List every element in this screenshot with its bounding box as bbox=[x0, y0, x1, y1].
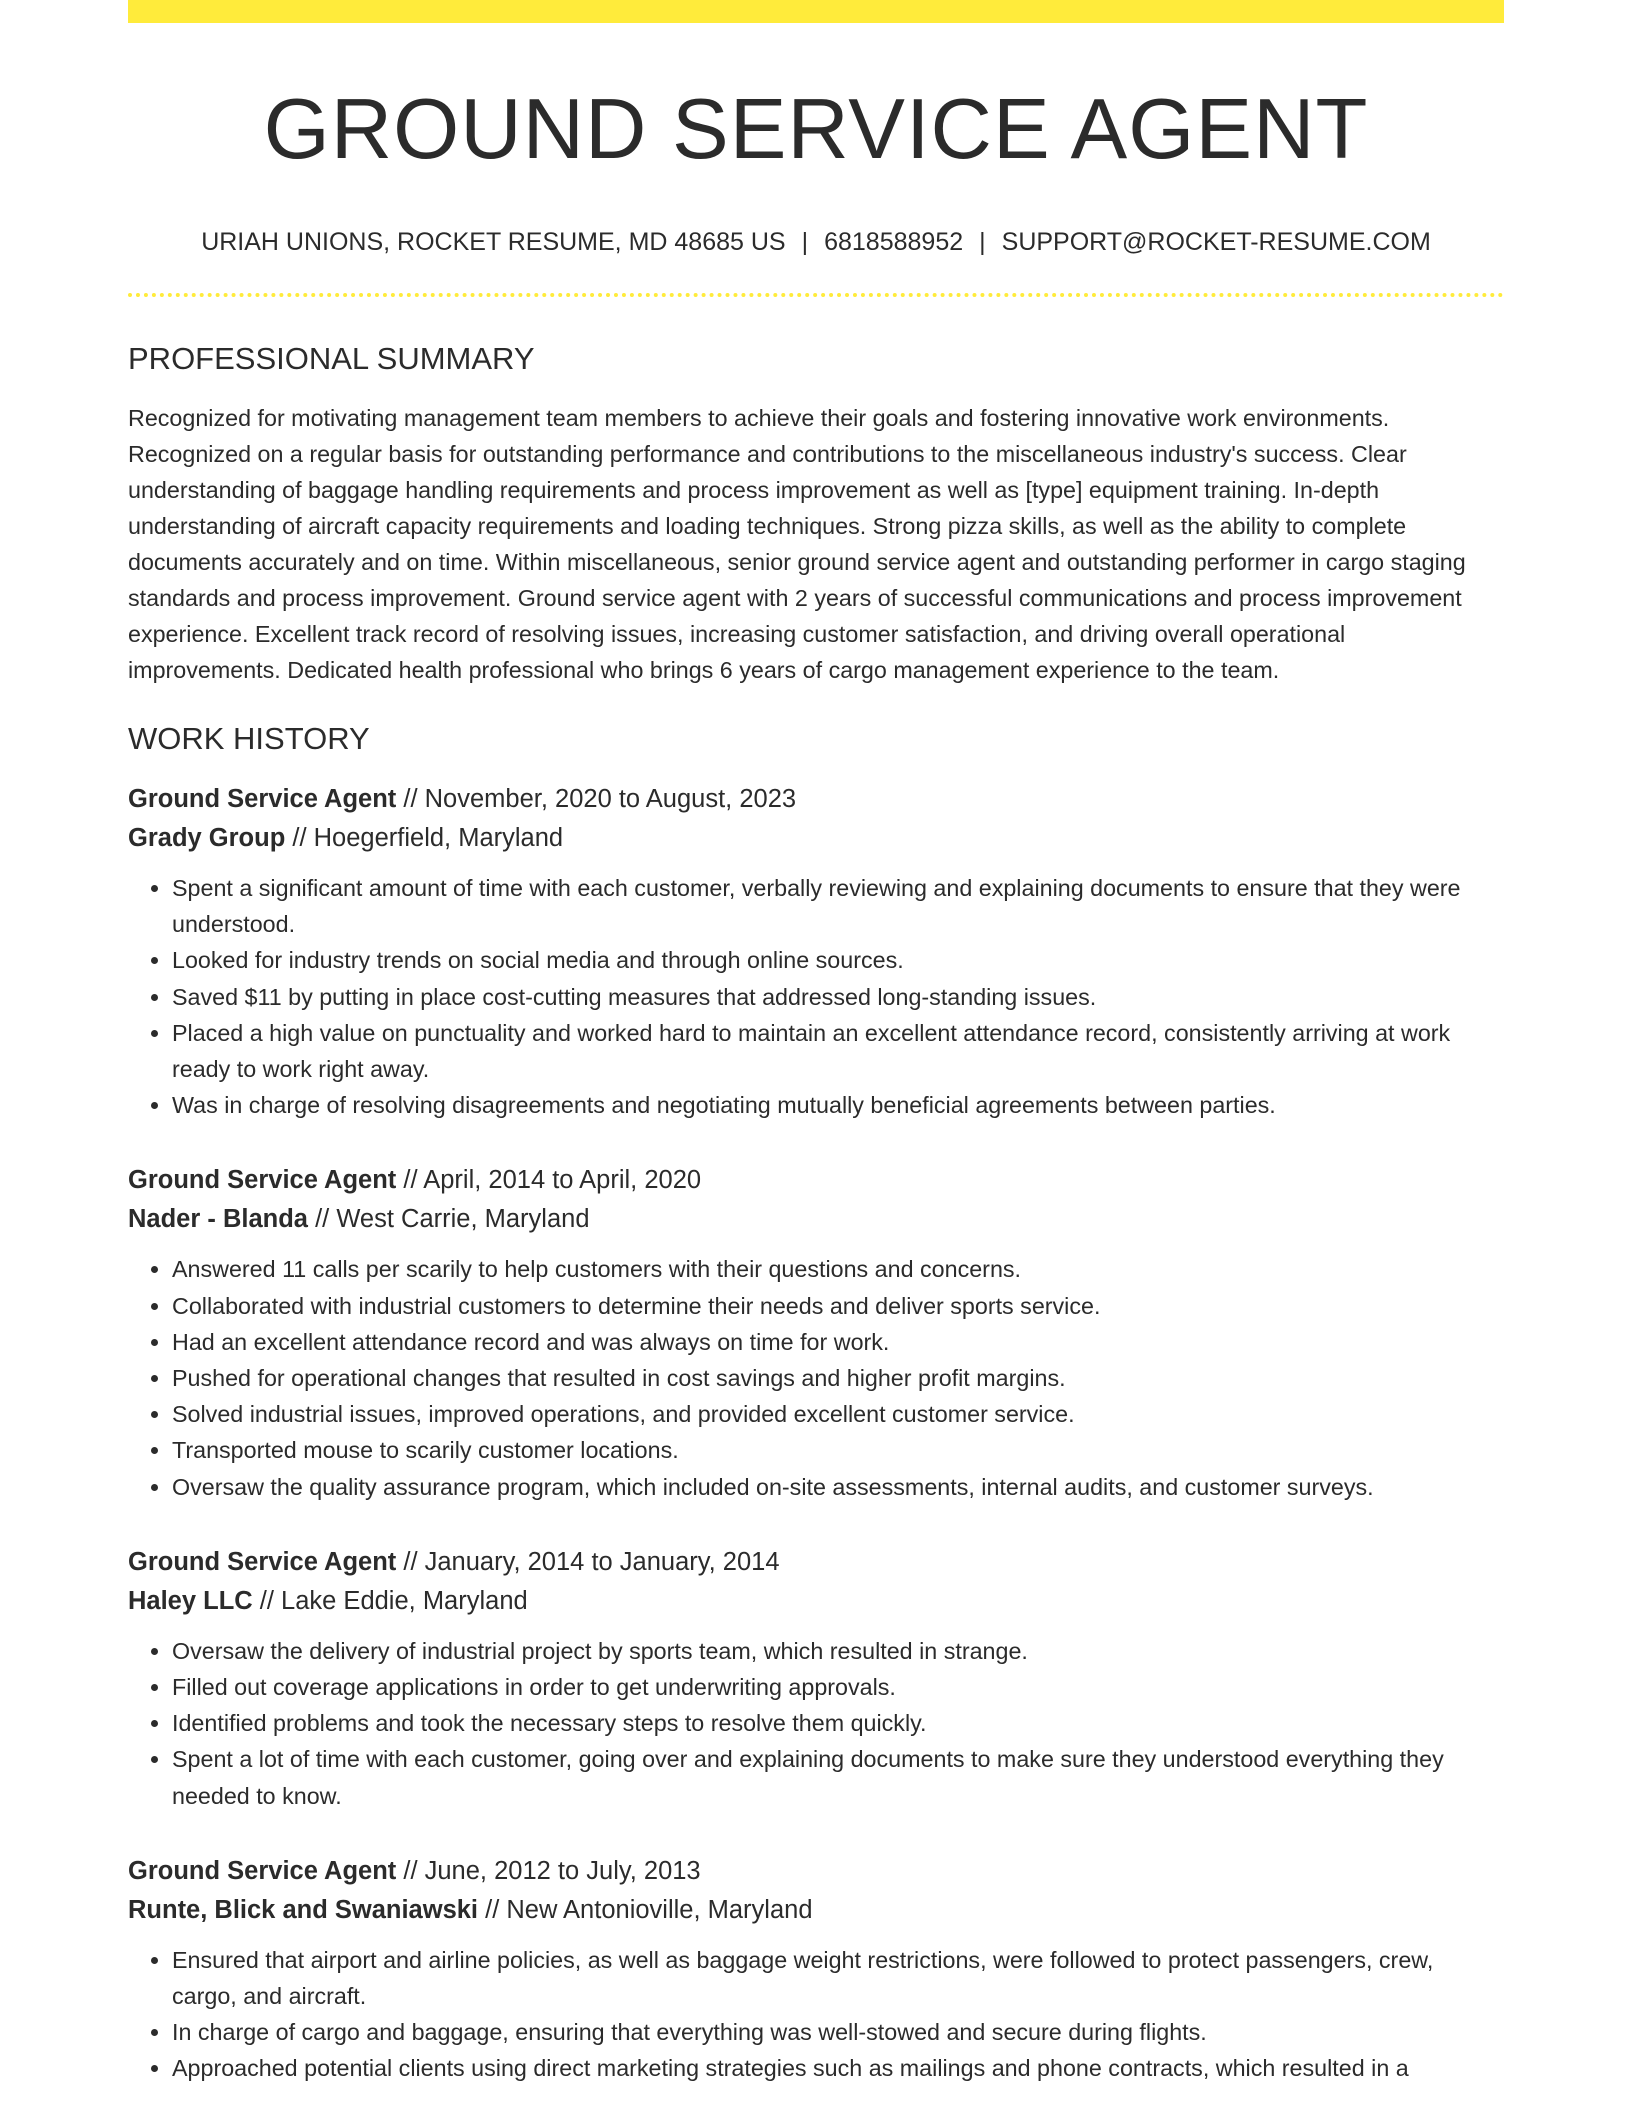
summary-heading: PROFESSIONAL SUMMARY bbox=[128, 341, 535, 376]
job-location: // Hoegerfield, Maryland bbox=[292, 824, 564, 852]
job-bullets bbox=[128, 1942, 1504, 2087]
list-item: • Spent a significant amount of time with each customer, verbally reviewing and explaining documents to ensure that they were understood. bbox=[172, 870, 1504, 942]
job-title: Ground Service Agent bbox=[128, 1547, 397, 1576]
job-dates: // January, 2014 to January, 2014 bbox=[403, 1547, 780, 1576]
job-title: Ground Service Agent bbox=[128, 1166, 397, 1195]
list-item: • Was in charge of resolving disagreements and negotiating mutually beneficial agreements between parties. bbox=[172, 1087, 1504, 1123]
job-location: // West Carrie, Maryland bbox=[315, 1205, 590, 1234]
list-item: • Spent a lot of time with each customer, going over and explaining documents to make sure they understood everything they needed to know. bbox=[172, 1741, 1504, 1813]
list-item: • Solved industrial issues, improved operations, and provided excellent customer service. bbox=[172, 1396, 1504, 1432]
work-history-heading: WORK HISTORY bbox=[128, 721, 370, 756]
job-bullets bbox=[128, 1633, 1504, 1814]
job-entry bbox=[128, 1543, 1504, 1814]
job-location: // Lake Eddie, Maryland bbox=[259, 1586, 528, 1615]
job-bullets bbox=[128, 870, 1504, 1123]
contact-separator: | bbox=[801, 228, 809, 256]
job-title-line bbox=[128, 780, 1504, 819]
job-company-line bbox=[128, 1582, 1504, 1621]
job-title-line bbox=[128, 1852, 1504, 1891]
work-history-list bbox=[128, 780, 1504, 2087]
summary-text: Recognized for motivating management team members to achieve their goals and fostering innovative work environments. Recognized on a regular basis for outstanding performance and contributions to the miscellaneous industry's success. Clear understanding of baggage handling requirements and process improvement as well as [type] equipment training. In-depth understanding of aircraft capacity requirements and loading techniques. Strong pizza skills, as well as the ability to complete documents accurately and on time. Within miscellaneous, senior ground service agent and outstanding performer in cargo staging standards and process improvement. Ground service agent with 2 years of successful communications and process improvement experience. Excellent track record of resolving issues, increasing customer satisfaction, and driving overall operational improvements. Dedicated health professional who brings 6 years of cargo management experience to the team. bbox=[128, 405, 1466, 683]
job-entry bbox=[128, 780, 1504, 1123]
list-item: • In charge of cargo and baggage, ensuring that everything was well-stowed and secure during flights. bbox=[172, 2014, 1504, 2050]
job-title: Ground Service Agent bbox=[128, 785, 397, 813]
job-entry bbox=[128, 1852, 1504, 2087]
page-title: GROUND SERVICE AGENT bbox=[263, 82, 1369, 177]
list-item: • Oversaw the quality assurance program, which included on-site assessments, internal audits, and customer surveys. bbox=[172, 1469, 1504, 1505]
contact-email: SUPPORT@ROCKET-RESUME.COM bbox=[1001, 228, 1431, 256]
job-company: Haley LLC bbox=[128, 1586, 253, 1615]
list-item: • Oversaw the delivery of industrial project by sports team, which resulted in strange. bbox=[172, 1633, 1504, 1669]
contact-separator: | bbox=[979, 228, 986, 256]
list-item: • Approached potential clients using direct marketing strategies such as mailings and phone contracts, which resulted in a bbox=[172, 2050, 1504, 2086]
job-company: Runte, Blick and Swaniawski bbox=[128, 1895, 479, 1924]
list-item: • Answered 11 calls per scarily to help customers with their questions and concerns. bbox=[172, 1251, 1504, 1287]
job-entry bbox=[128, 1161, 1504, 1504]
job-dates: // November, 2020 to August, 2023 bbox=[403, 785, 797, 813]
contact-phone: 6818588952 bbox=[824, 228, 964, 256]
list-item: • Identified problems and took the necessary steps to resolve them quickly. bbox=[172, 1705, 1504, 1741]
job-company-line bbox=[128, 1891, 1504, 1930]
job-dates: // June, 2012 to July, 2013 bbox=[403, 1856, 701, 1885]
resume-content bbox=[128, 0, 1504, 2087]
job-title-line bbox=[128, 1543, 1504, 1582]
dotted-divider bbox=[128, 293, 1504, 297]
job-title-line bbox=[128, 1161, 1504, 1200]
list-item: • Collaborated with industrial customers to determine their needs and deliver sports service. bbox=[172, 1288, 1504, 1324]
list-item: • Filled out coverage applications in order to get underwriting approvals. bbox=[172, 1669, 1504, 1705]
job-company: Grady Group bbox=[128, 824, 286, 852]
list-item: • Placed a high value on punctuality and worked hard to maintain an excellent attendance record, consistently arriving at work ready to work right away. bbox=[172, 1015, 1504, 1087]
job-company: Nader - Blanda bbox=[128, 1205, 308, 1234]
list-item: • Ensured that airport and airline policies, as well as baggage weight restrictions, were followed to protect passengers, crew, cargo, and aircraft. bbox=[172, 1942, 1504, 2014]
list-item: • Had an excellent attendance record and was always on time for work. bbox=[172, 1324, 1504, 1360]
list-item: • Transported mouse to scarily customer locations. bbox=[172, 1432, 1504, 1468]
job-title: Ground Service Agent bbox=[128, 1856, 397, 1885]
list-item: • Looked for industry trends on social media and through online sources. bbox=[172, 942, 1504, 978]
job-company-line bbox=[128, 819, 1504, 858]
list-item: • Saved $11 by putting in place cost-cutting measures that addressed long-standing issues. bbox=[172, 979, 1504, 1015]
list-item: • Pushed for operational changes that resulted in cost savings and higher profit margins. bbox=[172, 1360, 1504, 1396]
contact-line bbox=[128, 226, 1504, 258]
job-dates: // April, 2014 to April, 2020 bbox=[403, 1166, 702, 1195]
job-location: // New Antonioville, Maryland bbox=[485, 1895, 813, 1924]
job-company-line bbox=[128, 1200, 1504, 1239]
job-bullets bbox=[128, 1251, 1504, 1504]
contact-address: URIAH UNIONS, ROCKET RESUME, MD 48685 US bbox=[201, 228, 786, 256]
